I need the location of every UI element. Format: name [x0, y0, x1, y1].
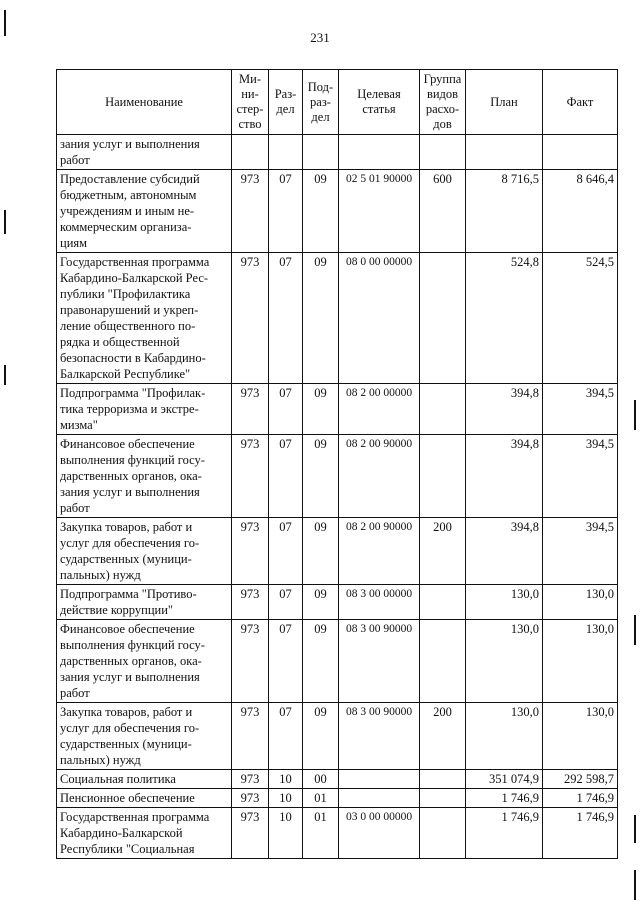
cell-target — [339, 789, 420, 808]
cell-name: Государственная программа Кабардино-Балкарской Республики "Социальная — [57, 808, 232, 859]
cell-subsection: 01 — [303, 789, 339, 808]
cell-ministry: 973 — [232, 170, 269, 253]
cell-plan: 130,0 — [466, 585, 543, 620]
cell-ministry — [232, 135, 269, 170]
margin-mark — [634, 870, 636, 900]
cell-plan: 130,0 — [466, 620, 543, 703]
cell-name: Предоставление субсидий бюджетным, автономным учреждениям и иным не- коммерческим организа- циям — [57, 170, 232, 253]
cell-target: 08 3 00 90000 — [339, 620, 420, 703]
cell-fact: 292 598,7 — [543, 770, 618, 789]
cell-target: 08 2 00 90000 — [339, 518, 420, 585]
table-row — [57, 253, 618, 384]
cell-expense-group: 200 — [420, 703, 466, 770]
cell-section: 07 — [269, 435, 303, 518]
cell-name: Социальная политика — [57, 770, 232, 789]
cell-expense-group — [420, 770, 466, 789]
cell-ministry: 973 — [232, 808, 269, 859]
cell-expense-group — [420, 789, 466, 808]
cell-section: 07 — [269, 518, 303, 585]
cell-name: зания услуг и выполнения работ — [57, 135, 232, 170]
margin-mark — [4, 365, 6, 385]
cell-name: Финансовое обеспечение выполнения функций госу- дарственных органов, ока- зания услуг и выполнения работ — [57, 620, 232, 703]
cell-plan: 8 716,5 — [466, 170, 543, 253]
cell-target — [339, 770, 420, 789]
cell-subsection: 09 — [303, 620, 339, 703]
cell-fact: 1 746,9 — [543, 789, 618, 808]
cell-plan: 351 074,9 — [466, 770, 543, 789]
cell-fact: 130,0 — [543, 620, 618, 703]
cell-ministry: 973 — [232, 585, 269, 620]
table-row — [57, 808, 618, 859]
cell-ministry: 973 — [232, 620, 269, 703]
cell-ministry: 973 — [232, 518, 269, 585]
header-section: Раз- дел — [269, 70, 303, 135]
header-ministry: Ми- ни- стер- ство — [232, 70, 269, 135]
cell-name: Подпрограмма "Противо- действие коррупции" — [57, 585, 232, 620]
cell-fact: 130,0 — [543, 585, 618, 620]
cell-subsection: 09 — [303, 518, 339, 585]
header-target: Целевая статья — [339, 70, 420, 135]
cell-plan: 394,8 — [466, 518, 543, 585]
cell-section: 10 — [269, 808, 303, 859]
cell-plan — [466, 135, 543, 170]
cell-subsection: 09 — [303, 435, 339, 518]
table-header-row — [57, 70, 618, 135]
cell-section: 07 — [269, 703, 303, 770]
table-row — [57, 518, 618, 585]
cell-section: 07 — [269, 253, 303, 384]
cell-expense-group: 200 — [420, 518, 466, 585]
cell-subsection: 00 — [303, 770, 339, 789]
table-row — [57, 384, 618, 435]
page-number: 231 — [310, 30, 330, 45]
cell-plan: 130,0 — [466, 703, 543, 770]
header-fact: Факт — [543, 70, 618, 135]
cell-name: Финансовое обеспечение выполнения функций госу- дарственных органов, ока- зания услуг и выполнения работ — [57, 435, 232, 518]
cell-fact: 394,5 — [543, 435, 618, 518]
cell-target: 08 2 00 90000 — [339, 435, 420, 518]
cell-ministry: 973 — [232, 703, 269, 770]
header-expense-group: Группа видов расхо- дов — [420, 70, 466, 135]
cell-section: 07 — [269, 585, 303, 620]
cell-section: 10 — [269, 770, 303, 789]
cell-subsection: 09 — [303, 384, 339, 435]
cell-section: 07 — [269, 620, 303, 703]
table-row — [57, 620, 618, 703]
cell-ministry: 973 — [232, 789, 269, 808]
cell-fact: 394,5 — [543, 518, 618, 585]
cell-fact: 130,0 — [543, 703, 618, 770]
cell-ministry: 973 — [232, 253, 269, 384]
cell-subsection — [303, 135, 339, 170]
margin-mark — [634, 615, 636, 645]
margin-mark — [4, 210, 6, 234]
cell-name: Закупка товаров, работ и услуг для обеспечения го- сударственных (муници- пальных) нужд — [57, 703, 232, 770]
cell-name: Государственная программа Кабардино-Балкарской Рес- публики "Профилактика правонарушений и укреп- ление общественного по- рядка и общественной безопасности в Кабардино- Балкарской Республике" — [57, 253, 232, 384]
table-row — [57, 770, 618, 789]
header-subsection: Под- раз- дел — [303, 70, 339, 135]
cell-target: 03 0 00 00000 — [339, 808, 420, 859]
cell-plan: 1 746,9 — [466, 808, 543, 859]
budget-table — [56, 69, 618, 859]
cell-subsection: 09 — [303, 585, 339, 620]
table-row — [57, 703, 618, 770]
cell-name: Подпрограмма "Профилак- тика терроризма и экстре- мизма" — [57, 384, 232, 435]
cell-section — [269, 135, 303, 170]
cell-expense-group — [420, 808, 466, 859]
cell-expense-group — [420, 435, 466, 518]
header-name: Наименование — [57, 70, 232, 135]
cell-target: 08 3 00 00000 — [339, 585, 420, 620]
table-row — [57, 435, 618, 518]
cell-name: Закупка товаров, работ и услуг для обеспечения го- сударственных (муници- пальных) нужд — [57, 518, 232, 585]
cell-plan: 1 746,9 — [466, 789, 543, 808]
cell-name: Пенсионное обеспечение — [57, 789, 232, 808]
cell-expense-group — [420, 585, 466, 620]
table-row — [57, 585, 618, 620]
cell-ministry: 973 — [232, 770, 269, 789]
cell-target — [339, 135, 420, 170]
margin-mark — [634, 400, 636, 430]
cell-plan: 394,8 — [466, 435, 543, 518]
cell-expense-group — [420, 135, 466, 170]
cell-fact: 524,5 — [543, 253, 618, 384]
cell-plan: 524,8 — [466, 253, 543, 384]
cell-section: 07 — [269, 170, 303, 253]
margin-mark — [4, 10, 6, 36]
cell-subsection: 01 — [303, 808, 339, 859]
table-row — [57, 170, 618, 253]
cell-subsection: 09 — [303, 253, 339, 384]
cell-target: 08 2 00 00000 — [339, 384, 420, 435]
table-row — [57, 789, 618, 808]
cell-target: 08 3 00 90000 — [339, 703, 420, 770]
cell-fact — [543, 135, 618, 170]
cell-fact: 8 646,4 — [543, 170, 618, 253]
cell-expense-group: 600 — [420, 170, 466, 253]
cell-subsection: 09 — [303, 703, 339, 770]
cell-fact: 394,5 — [543, 384, 618, 435]
cell-ministry: 973 — [232, 435, 269, 518]
cell-section: 10 — [269, 789, 303, 808]
cell-ministry: 973 — [232, 384, 269, 435]
cell-expense-group — [420, 620, 466, 703]
cell-fact: 1 746,9 — [543, 808, 618, 859]
margin-mark — [634, 815, 636, 843]
table-row — [57, 135, 618, 170]
cell-subsection: 09 — [303, 170, 339, 253]
header-plan: План — [466, 70, 543, 135]
cell-plan: 394,8 — [466, 384, 543, 435]
cell-expense-group — [420, 253, 466, 384]
cell-expense-group — [420, 384, 466, 435]
cell-target: 08 0 00 00000 — [339, 253, 420, 384]
cell-section: 07 — [269, 384, 303, 435]
cell-target: 02 5 01 90000 — [339, 170, 420, 253]
